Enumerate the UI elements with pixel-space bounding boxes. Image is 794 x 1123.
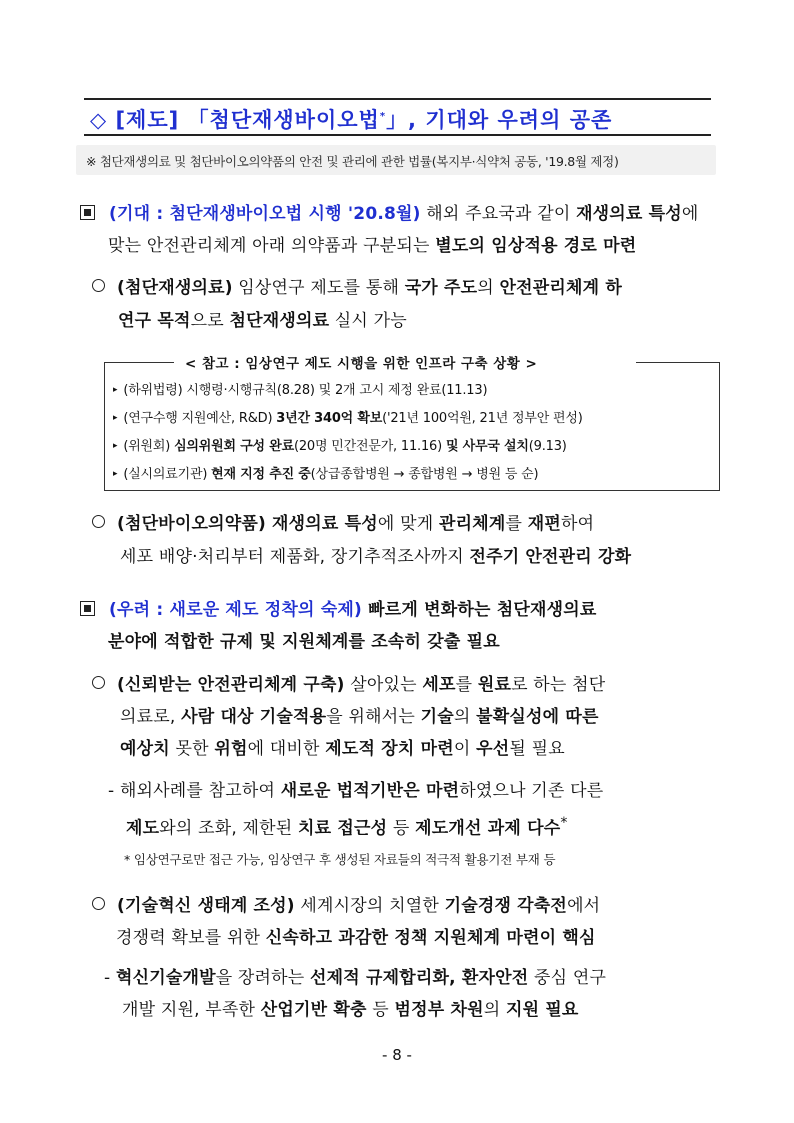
section1-sub1-line2: 연구 목적으로 첨단재생의료 실시 가능: [118, 311, 407, 331]
title-box: [84, 98, 711, 136]
section2-sub1-line2: 의료로, 사람 대상 기술적용을 위해서는 기술의 불확실성에 따른: [120, 707, 599, 727]
triangle-bullet-icon: ▸: [113, 469, 118, 479]
section1-sub2-line2: 세포 배양·처리부터 제품화, 장기추적조사까지 전주기 안전관리 강화: [120, 547, 632, 567]
section1-sub2-line1: (첨단바이오의약품) 재생의료 특성에 맞게 관리체계를 재편하여: [92, 512, 594, 536]
page-title: ◇ [제도] 「첨단재생바이오법*」, 기대와 우려의 공존: [90, 108, 613, 132]
section2-line1: (우려 : 새로운 제도 정착의 숙제) 빠르게 변화하는 첨단재생의료: [80, 598, 596, 622]
triangle-bullet-icon: ▸: [113, 441, 118, 451]
section2-dash1-line2: 제도와의 조화, 제한된 치료 접근성 등 제도개선 과제 다수*: [126, 815, 568, 839]
reference-box: [104, 356, 720, 491]
reference-item: ▸ (하위법령) 시행령·시행규칙(8.28) 및 2개 고시 제정 완료(11.13): [113, 383, 488, 398]
section2-dash2-line2: 개발 지원, 부족한 산업기반 확충 등 범정부 차원의 지원 필요: [122, 1000, 579, 1020]
triangle-bullet-icon: ▸: [113, 413, 118, 423]
section2-sub1-line3: 예상치 못한 위험에 대비한 제도적 장치 마련이 우선될 필요: [120, 739, 565, 759]
section2-dash2-line1: - 혁신기술개발을 장려하는 선제적 규제합리화, 환자안전 중심 연구: [104, 968, 607, 988]
reference-item: ▸ (위원회) 심의위원회 구성 완료(20명 민간전문가, 11.16) 및 사무국 설치(9.13): [113, 439, 567, 454]
section2-line2: 분야에 적합한 규제 및 지원체계를 조속히 갖출 필요: [108, 632, 500, 652]
triangle-bullet-icon: ▸: [113, 385, 118, 395]
law-note: ※ 첨단재생의료 및 첨단바이오의약품의 안전 및 관리에 관한 법률(복지부·식약처 공동, '19.8월 제정): [86, 154, 619, 169]
footnote: * 임상연구로만 접근 가능, 임상연구 후 생성된 자료들의 적극적 활용기전 부재 등: [124, 852, 556, 867]
section1-line1: (기대 : 첨단재생바이오법 시행 '20.8월) 해외 주요국과 같이 재생의료 특성에: [80, 202, 699, 226]
reference-title: < 참고 : 임상연구 제도 시행을 위한 인프라 구축 상황 >: [185, 356, 538, 372]
reference-item: ▸ (실시의료기관) 현재 지정 추진 중(상급종합병원 → 종합병원 → 병원 등 순): [113, 467, 539, 482]
circle-bullet-icon: [92, 676, 105, 689]
section1-line2: 맞는 안전관리체계 아래 의약품과 구분되는 별도의 임상적용 경로 마련: [108, 236, 637, 256]
section2-sub1-line1: (신뢰받는 안전관리체계 구축) 살아있는 세포를 원료로 하는 첨단: [92, 673, 605, 697]
section2-sub2-line2: 경쟁력 확보를 위한 신속하고 과감한 정책 지원체계 마련이 핵심: [116, 928, 596, 948]
circle-bullet-icon: [92, 279, 105, 292]
section2-sub2-line1: (기술혁신 생태계 조성) 세계시장의 치열한 기술경쟁 각축전에서: [92, 894, 600, 918]
circle-bullet-icon: [92, 897, 105, 910]
square-bullet-icon: [80, 601, 95, 616]
section2-dash1-line1: - 해외사례를 참고하여 새로운 법적기반은 마련하였으나 기존 다른: [108, 781, 604, 801]
square-bullet-icon: [80, 205, 95, 220]
circle-bullet-icon: [92, 515, 105, 528]
law-note-box: [76, 145, 716, 175]
page-number: - 8 -: [382, 1046, 412, 1064]
section1-sub1-line1: (첨단재생의료) 임상연구 제도를 통해 국가 주도의 안전관리체계 하: [92, 276, 622, 300]
reference-item: ▸ (연구수행 지원예산, R&D) 3년간 340억 확보('21년 100억원, 21년 정부안 편성): [113, 411, 583, 426]
